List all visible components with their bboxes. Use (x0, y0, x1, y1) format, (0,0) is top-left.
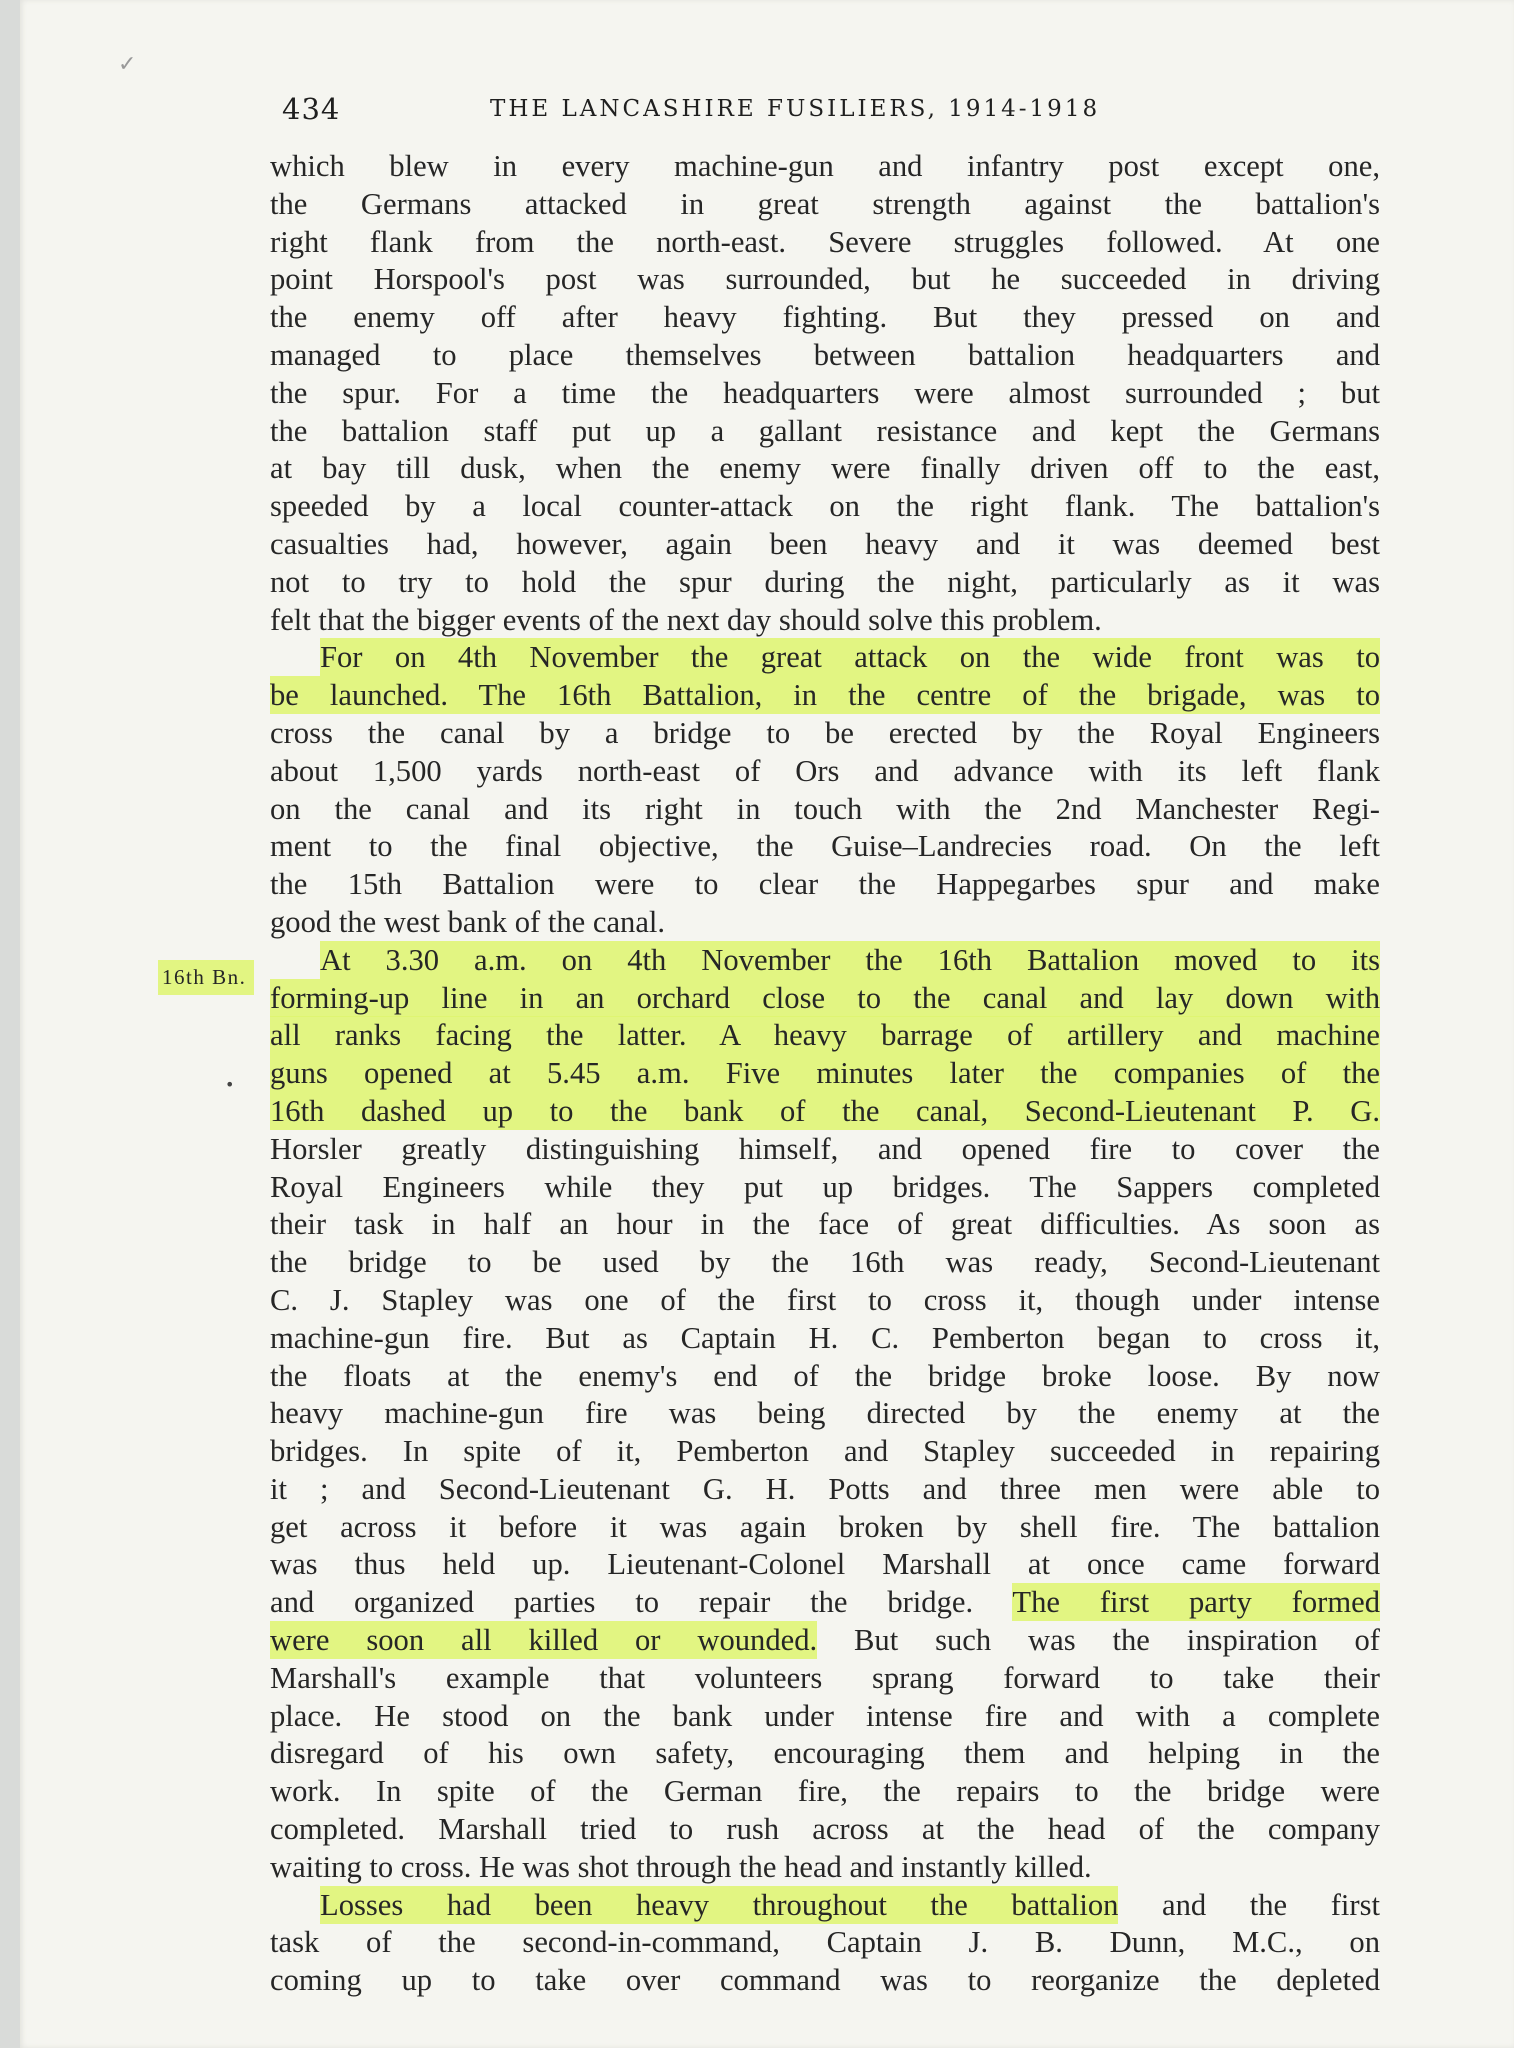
text-line: the battalion staff put up a gallant resistance and kept the Germans (270, 413, 1380, 448)
highlight: forming-up line in an orchard close to the canal and lay down with (270, 980, 1380, 1015)
text-line: it ; and Second-Lieutenant G. H. Potts and three men were able to (270, 1471, 1380, 1506)
paragraph-3 (270, 942, 1380, 1887)
text-line: heavy machine-gun fire was being directed by the enemy at the (270, 1396, 1380, 1431)
text-line (270, 1622, 1380, 1660)
text-line: bridges. In spite of it, Pemberton and Stapley succeeded in repairing (270, 1434, 1380, 1469)
highlight: For on 4th November the great attack on the wide front was to (320, 640, 1380, 675)
text-line: Royal Engineers while they put up bridges. The Sappers completed (270, 1169, 1380, 1204)
text-line (270, 1055, 1380, 1093)
text-line: on the canal and its right in touch with the 2nd Manchester Regi- (270, 791, 1380, 826)
text-line: cross the canal by a bridge to be erected by the Royal Engineers (270, 715, 1380, 750)
margin-sidenote: 16th Bn. (158, 960, 254, 995)
text-line (270, 1584, 1380, 1622)
text-line (270, 1017, 1380, 1055)
text-line (270, 1093, 1380, 1131)
text-line: right flank from the north-east. Severe struggles followed. At one (270, 224, 1380, 259)
text-segment: and organized parties to repair the bridge. (270, 1585, 974, 1620)
text-line (270, 942, 1380, 980)
text-line: felt that the bigger events of the next day should solve this problem. (270, 602, 1102, 637)
document-page (20, 0, 1514, 2048)
text-line: get across it before it was again broken by shell fire. The battalion (270, 1509, 1380, 1544)
text-line: completed. Marshall tried to rush across at the head of the company (270, 1812, 1380, 1847)
running-head: THE LANCASHIRE FUSILIERS, 1914-1918 (490, 96, 1101, 122)
text-line (270, 639, 1380, 677)
text-line: place. He stood on the bank under intense fire and with a complete (270, 1698, 1380, 1733)
highlight: At 3.30 a.m. on 4th November the 16th Battalion moved to its (320, 942, 1380, 977)
text-line: the Germans attacked in great strength against the battalion's (270, 186, 1380, 221)
text-line: ment to the final objective, the Guise–Landrecies road. On the left (270, 829, 1380, 864)
body-text (270, 148, 1380, 2000)
text-line: coming up to take over command was to reorganize the depleted (270, 1963, 1380, 1998)
highlight: The first party formed (1012, 1585, 1380, 1620)
highlight: Losses had been heavy throughout the battalion (320, 1887, 1119, 1922)
text-line: not to try to hold the spur during the night, particularly as it was (270, 564, 1380, 599)
highlight: 16th dashed up to the bank of the canal, Second-Lieutenant P. G. (270, 1093, 1380, 1128)
text-line: their task in half an hour in the face of great difficulties. As soon as (270, 1207, 1380, 1242)
text-line (270, 980, 1380, 1018)
highlight: were soon all killed or wounded. (270, 1623, 818, 1658)
corner-mark: ✓ (118, 52, 137, 77)
stray-dot-mark: • (225, 1075, 235, 1094)
text-line: disregard of his own safety, encouraging them and helping in the (270, 1736, 1380, 1771)
text-line: speeded by a local counter-attack on the right flank. The battalion's (270, 489, 1380, 524)
text-segment: But such was the inspiration of (854, 1623, 1380, 1658)
text-line: the bridge to be used by the 16th was ready, Second-Lieutenant (270, 1245, 1380, 1280)
text-line: about 1,500 yards north-east of Ors and advance with its left flank (270, 753, 1380, 788)
text-line: waiting to cross. He was shot through the head and instantly killed. (270, 1849, 1092, 1884)
text-line (270, 677, 1380, 715)
text-line: the 15th Battalion were to clear the Happegarbes spur and make (270, 867, 1380, 902)
highlight: all ranks facing the latter. A heavy barrage of artillery and machine (270, 1018, 1380, 1053)
text-line: C. J. Stapley was one of the first to cross it, though under intense (270, 1282, 1380, 1317)
page-number: 434 (282, 92, 341, 126)
text-line (270, 1887, 1380, 1925)
text-line: Marshall's example that volunteers sprang forward to take their (270, 1660, 1380, 1695)
text-line: work. In spite of the German fire, the repairs to the bridge were (270, 1774, 1380, 1809)
highlight: guns opened at 5.45 a.m. Five minutes later the companies of the (270, 1056, 1380, 1091)
text-line: casualties had, however, again been heavy and it was deemed best (270, 526, 1380, 561)
text-line: managed to place themselves between battalion headquarters and (270, 337, 1380, 372)
text-line: machine-gun fire. But as Captain H. C. Pemberton began to cross it, (270, 1320, 1380, 1355)
text-line: task of the second-in-command, Captain J. B. Dunn, M.C., on (270, 1925, 1380, 1960)
paragraph-4 (270, 1887, 1380, 2000)
text-line: was thus held up. Lieutenant-Colonel Marshall at once came forward (270, 1547, 1380, 1582)
text-line: point Horspool's post was surrounded, but he succeeded in driving (270, 262, 1380, 297)
text-line: the enemy off after heavy fighting. But they pressed on and (270, 300, 1380, 335)
text-line: at bay till dusk, when the enemy were finally driven off to the east, (270, 451, 1380, 486)
highlight: be launched. The 16th Battalion, in the centre of the brigade, was to (270, 678, 1380, 713)
paragraph-1 (270, 148, 1380, 639)
text-line: which blew in every machine-gun and infantry post except one, (270, 149, 1380, 183)
text-line: the floats at the enemy's end of the bridge broke loose. By now (270, 1358, 1380, 1393)
text-segment: and the first (1162, 1887, 1380, 1922)
text-line: Horsler greatly distinguishing himself, and opened fire to cover the (270, 1131, 1380, 1166)
text-line: good the west bank of the canal. (270, 904, 666, 939)
text-line: the spur. For a time the headquarters were almost surrounded ; but (270, 375, 1380, 410)
paragraph-2 (270, 639, 1380, 941)
page-header (282, 92, 1162, 132)
